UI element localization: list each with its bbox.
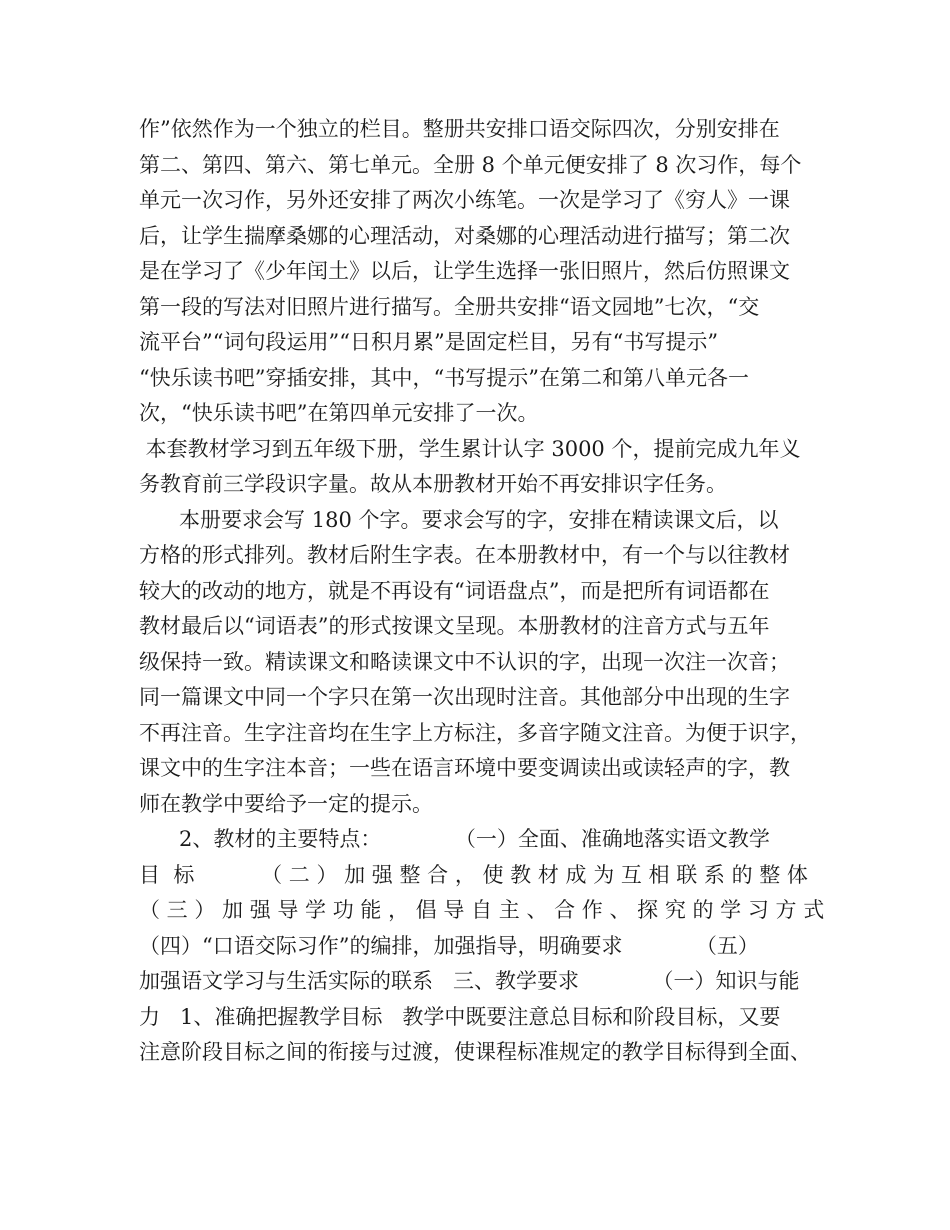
- text-line: 单元一次习作，另外还安排了两次小练笔。一次是学习了《穷人》一课: [139, 188, 790, 212]
- text-line: 2、教材的主要特点： （一）全面、准确地落实语文教学: [139, 827, 770, 851]
- text-line: 第一段的写法对旧照片进行描写。全册共安排“语文园地”七次，“交: [139, 294, 760, 319]
- text-line: 注意阶段目标之间的衔接与过渡，使课程标准规定的教学目标得到全面、: [139, 1040, 811, 1064]
- text-line: 方格的形式排列。教材后附生字表。在本册教材中，有一个与以往教材: [139, 543, 790, 567]
- text-line: “快乐读书吧”穿插安排，其中，“书写提示”在第二和第八单元各一: [139, 365, 749, 390]
- text-line: 同一篇课文中同一个字只在第一次出现时注音。其他部分中出现的生字: [139, 685, 790, 709]
- text-line: 第二、第四、第六、第七单元。全册 8 个单元便安排了 8 次习作，每个: [139, 152, 802, 177]
- text-line: 力 1、准确把握教学目标 教学中既要注意总目标和阶段目标，又要: [139, 1004, 781, 1029]
- text-line: 务教育前三学段识字量。故从本册教材开始不再安排识字任务。: [139, 472, 727, 496]
- text-line: 本套教材学习到五年级下册，学生累计认字 3000 个，提前完成九年义: [139, 436, 801, 461]
- text-line: 师在教学中要给予一定的提示。: [139, 791, 433, 816]
- text-line: 本册要求会写 180 个字。要求会写的字，安排在精读课文后，以: [139, 507, 779, 532]
- text-line: 是在学习了《少年闰土》以后，让学生选择一张旧照片，然后仿照课文: [139, 259, 790, 283]
- text-line: 后，让学生揣摩桑娜的心理活动，对桑娜的心理活动进行描写；第二次: [139, 223, 790, 248]
- text-line: 流平台”“词句段运用”“日积月累”是固定栏目，另有“书写提示”: [139, 330, 719, 354]
- text-line: 次，“快乐读书吧”在第四单元安排了一次。: [139, 401, 539, 425]
- text-line: 课文中的生字注本音；一些在语言环境中要变调读出或读轻声的字，教: [139, 756, 790, 780]
- text-line: （四）“口语交际习作”的编排，加强指导，明确要求 （五）: [139, 933, 759, 958]
- text-line: 目 标 （ 二 ） 加 强 整 合 ， 使 教 材 成 为 互 相 联 系 的 整 体: [139, 862, 808, 887]
- text-line: 级保持一致。精读课文和略读课文中不认识的字，出现一次注一次音；: [139, 649, 790, 674]
- text-line: 不再注音。生字注音均在生字上方标注，多音字随文注音。为便于识字，: [139, 720, 811, 745]
- text-line: 作”依然作为一个独立的栏目。整册共安排口语交际四次，分别安排在: [139, 117, 780, 141]
- text-line: 教材最后以“词语表”的形式按课文呈现。本册教材的注音方式与五年: [139, 614, 770, 638]
- text-line: 较大的改动的地方，就是不再设有“词语盘点”，而是把所有词语都在: [139, 578, 770, 603]
- body-text: [139, 112, 829, 1071]
- text-line: （ 三 ） 加 强 导 学 功 能 ， 倡 导 自 主 、 合 作 、 探 究 的 学 习 方 式: [139, 898, 825, 922]
- text-line: 加强语文学习与生活实际的联系 三、教学要求 （一）知识与能: [139, 969, 800, 993]
